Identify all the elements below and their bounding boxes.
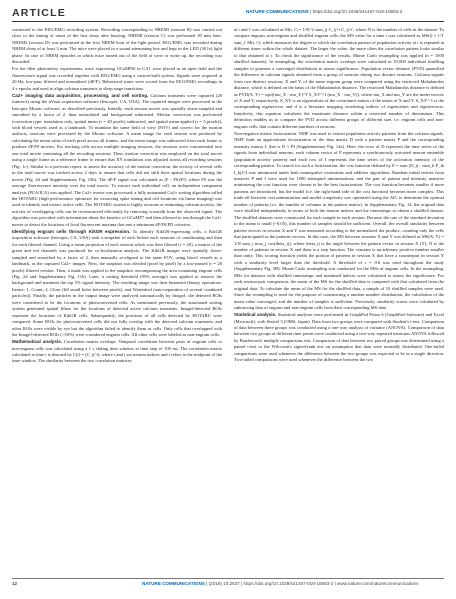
header-rule <box>12 21 444 22</box>
header-journal <box>246 9 402 14</box>
footer-rule <box>12 578 444 579</box>
paragraph-text: To identify KikGR-expressing cells, a KikGR acquisition software (Inscopix, CA, USA) took a snapshot of each before each sessions of conditioning and then for each filtered channel. Using a mean projection of each session which was then filtered (r = 20), a matrix of the green and red channels was produced for co-localization analysis. The KikGR images were spatially down-sampled and smoothed by a factor of 2, then manually re-aligned to the same FOV, using blood vessels as a landmark, as the captured Ca2+ images. Next, the snapshot was divided (pixel by pixel) by a low-passed (r = 20 pixels) filtered version. Then, a mask was applied to the snapshot, encompassing the area containing engram cells (Fig. 2d and Supplementary Fig. 11b). Later, a cutting threshold (95% average) was applied to remove the background and maintain the top 5% signal intensity. The resulting image was then binarized (binary operations: Iterate; 1, Count; 2, Close (fill small holes between pixels), and Watershed (auto-separation of several combined particles)). Finally, the particles in the output image were analyzed automatically by ImageJ; the detected ROIs were considered to be the locations of photoconverted cells. As mentioned previously, the automated sorting system generated spatial filters for the locations of detected active calcium transients. ImageJ-detected ROIs represent the locations of KikGR cells. Subsequently, the positions of all cells detected by HOTARU were compared. Some ROIs for photoconverted cells did not fully overlap with the detected calcium transients, and other ROIs were visible by eye but the algorithm failed to identify them as cells. Only cells that overlapped with the ImageJ-detected ROIs (>50%) were considered engram cells. All other cells were labeled as non-engram cells. <box>12 228 222 338</box>
section-heading: Statistical analysis. <box>234 312 277 318</box>
right-column <box>234 27 444 567</box>
paragraph-text: Statistical analyses were performed in GraphPad Prism 6 (GraphPad Software) and Excel (Microsoft), with Statcel 3 (OMS, Japan). Data from two groups were compared with Student's t-test. Comparison of data between three groups was conducted using a one-way analysis of variance (ANOVA). Comparison of data between two groups at different time points were conducted using a two-way repeated measures ANOVA followed by Bonferroni's multiple comparisons test. Comparison of data between two paired groups was determined using a paired t-test or the Wilcoxon's signed-rank test on assumption that data were normally distributed. One-tailed comparisons were used whenever the difference between the two groups was expected to be in a single direction. Two-tailed comparisons were used whenever the difference between the two <box>234 312 444 363</box>
section-heading: Mathematical analysis. <box>12 339 62 345</box>
paragraph <box>234 131 444 312</box>
section-paragraph <box>234 312 444 364</box>
paragraph-text: Calcium transients were captured (20 frames/s) using the nVista acquisition software (Inscopix, CA, USA). The captured images were processed in the Inscopix Mosaic software, as described previously. Initially, each session movie was spatially down-sampled and smoothed by a factor of 2, then normalized and background subtracted. Motion correction was performed (correction type: translation only, spatial mean (r = 20 pixels) subtracted, and spatial mean applied (r = 5 pixels)), with blood vessels used as a landmark. To maintain the same field of view (FOV) and correct for the motion artifacts, sessions were processed by the Mosaic software. A mean image for each session was produced by calculating the mean value of each pixel across all frames, and the mean image was subtracted from each frame to produce dF/F0 movies. For tracking cells across multiple imaging sessions, the sessions were concatenated into one total movie containing all the recording sessions. Then, motion correction was employed on the total movie using a single frame as a reference frame to ensure that XY translation was adjusted across all recording sessions (Fig. 1c). Similar to a previous report, to assess the accuracy of the motion correction, the activity of several cells in the total movie was tracked across 2 days to ensure that cells did not shift their spatial locations during the movie (Fig. 2d and Supplementary Fig. 10b). The dF/F signal was calculated as (F - F0)/F0, where F0 was the average fluorescence intensity over the total movie. To extract each individual cell, an independent component analysis (PCA/ICA) was applied. The Ca2+ movie was processed; a fully automated Ca2+ sorting algorithm called the HOTARU (high-performance optimizer for extracting spike timing and cell locations via linear imaging) was used to identify and extract active cells. The HOTARU system is highly accurate at estimating calcium activity; the activity of overlapping cells can be reconstructed efficiently by removing crosstalk from the observed signal. The algorithm was provided with information about the kinetics of GCaMP7 and then allowed to run through the Ca2+ movie to detect the locations of local fluorescent maxima that met a minimum dF/F0/PD criterion. <box>12 92 222 227</box>
section-heading: Identifying engram cells through KikGR expression. <box>12 228 131 234</box>
section-heading: Ca2+ imaging data acquisition, processing, and cell sorting. <box>12 92 149 98</box>
footer-citation-text[interactable]: | (2019) 10:2637 | https://doi.org/10.1038/s41467-019-10683-2 | www.nature.com/naturecommunications <box>206 581 419 586</box>
footer-citation <box>142 581 418 586</box>
section-paragraph <box>12 229 222 339</box>
paragraph <box>234 27 444 130</box>
paragraph-text: For the fiber photometry experiments, mice expressing GCaMP6f in CA1 were placed in an open field and the fluorescence signal was recorded together with EEG/EMG using a custom-built system. Signals were acquired at 20 Hz, low-pass filtered and normalized (dF/F). Behavioral states were scored from the EEG/EMG recordings in 4-s epochs and used to align calcium transients to sleep stage transitions. <box>12 66 222 91</box>
paragraph-text: Non-negative matrix factorization. NMF was used to extract population activity patterns from the calcium signals. NMF finds an approximate factorization of the data matrix D with a pattern matrix P and the corresponding intensity matrix I, that is D ≈ PI (Supplementary Fig. 14a). Here, the rows of D represent the time series of the signals from individual neurons, each column vector of P represents a synchronously activated neuron ensemble (population activity pattern) and each row of I represents the time series of the activation intensity of the corresponding pattern. To search for such a factorization, the cost function defined by E = sum (D_ij - sum_k P_ik I_kj)^2 was minimized under both nonnegative constraints and additive algorithms. Random initial entries from matrices P and I were used for 1000 attempted minimizations, and the pair of pattern and intensity matrices minimizing the cost function were chosen to be the best factorization. The cost function becomes smaller if more patterns are introduced, but the model (i.e. the right-hand side of the cost function) becomes more complex. This trade-off between cost minimization and model complexity was optimized using the AIC to determine the optimal number of patterns (i.e. the number of columns in the pattern matrix). In Supplementary Fig. 14, the original data were shuffled independently in terms of both the neuron indices and the timestamps to obtain a shuffled dataset. The shuffled datasets were constructed for each sample in each session. Because the rate of the standard deviation to the mean is small (~0.05), this number of samples should be sufficient. Overall, the overall similarity between pattern vectors in session X and Y was measured according to the normalized dot product, counting only the cells that participated as the patterns vectors. In this case, the MS between sessions X and Y was defined as MS(X, Y) = 1/N sum_i max_j cos(theta_ij), where theta_ij is the angle between the pattern vector in session X (Y), N is the number of patterns in session X and theta is a step function. The constant is an arbitrary positive number smaller than unity. This scoring function yields the portion of patterns in session X that have a counterpart in session Y with a similarity level larger than the threshold. A threshold of c = 0.6 was used throughout the study (Supplementary Fig. 5B). Monte Carlo resampling was conducted for the MSs of engram cells. In the resampling, MSs for datasets with shuffled timestamps and nontimed indices were calculated to assess the significance. For each session-pair comparison, the mean of the MS for the shuffled data is compared with that calculated from the original data. To calculate the mean of the MS for the shuffled data, a sample of 10 shuffled samples were used. Since the resampling is used for the purpose of constructing a random number distribution, the calculation of the mean value converged, and the number of samples is sufficient. Previously, similarity scores were calculated by subtracting data of engram and non-engram cells from their corresponding MS data. <box>234 130 444 311</box>
journal-name: NATURE COMMUNICATIONS <box>246 9 309 14</box>
section-paragraph <box>12 339 222 365</box>
paragraph-text: at t and t' was calculated as M(t, t') = 1/N^2 sum_ij C_ij^t C_ij^t', where N is the number of cells in the dataset. To compare engram, non-engram and shuffled engram cells, the MS value for a time t was calculated as MS(t) = 1/T sum_t' M(t, t'), which measures the degree to which the correlation pattern of population activity at t is repeated at different times within the whole dataset. The larger the value, the more often the correlation pattern looks similar to that obtained at t. To check the significance of the results, Monte Carlo resampling was applied (n = 1000 shuffled datasets). In resampling, the correlation matrix overlaps were calculated in 10,000 individual shuffling samples to generate a converged distribution to assess significance. Population vector distance (PVD) quantified the difference in calcium signals obtained from a group of neurons during two distinct sessions. Calcium signals from two-distinct sessions, X and Y, of the same engram group were compared using the restricted Mahalanobis distance, which is defined on the basis of the Mahalanobis distance. The restricted Mahalanobis distance is defined as PVD(X, Y) = sqrt((mu_X - mu_Y)^T S_XY^-1 (mu_X - mu_Y)), where mu_X and mu_Y are the mean vectors of X and Y, respectively, S_XY is an eigenvalues of the covariance matrix of the union of X and Y. S_XY^-1 is the corresponding eigenvector and d is a bivariate mapping reordering indices of eigenvalues and eigenvectors. Intuitively, this equation calculates the maximum distance within a restricted number of dimensions. This definition enables us to compare the PVD across different groups of different size, i.e. engram cells and non-engram cells, that contain different numbers of neurons. <box>234 27 444 129</box>
left-column <box>12 27 222 567</box>
paragraph-text: connected to the EEG/EMG recording system. Recording corresponding to NREMl (session B) was carried out close to the timing of onset of the first sleep after burying. NREMl (session C) was performed 30 min later; NREM3 (session D) was performed in the first NREM bout of the light period. EEG/EMG was recorded during NREM sleep of at least 3 min. The mice were placed in a sound attenuating box and kept in the LED (30 lx) light phase. In case of NREM episodes in which mice turned out of the field of view or woke up, the recording was discarded. <box>12 27 222 65</box>
footer-journal: NATURE COMMUNICATIONS <box>142 581 205 586</box>
paragraph-text: Correlation matrix overlaps. Temporal correlation between pairs of engram cells or non-engram cells was calculated using a 1 s sliding time window at time step of 100 ms. The correlation matrix calculated at time t is denoted by C(t) = (C_ij^t), where i and j are neuron indices and t refers to the midpoint of the time window. The similarity between the two correlation matrices <box>12 339 222 364</box>
section-title: ARTICLE <box>12 7 66 19</box>
doi-link[interactable]: | https://doi.org/10.1038/s41467-019-10683-2 <box>310 9 403 14</box>
paragraph <box>12 66 222 92</box>
paragraph <box>12 27 222 66</box>
section-paragraph <box>12 93 222 229</box>
page-number: 12 <box>12 581 18 586</box>
